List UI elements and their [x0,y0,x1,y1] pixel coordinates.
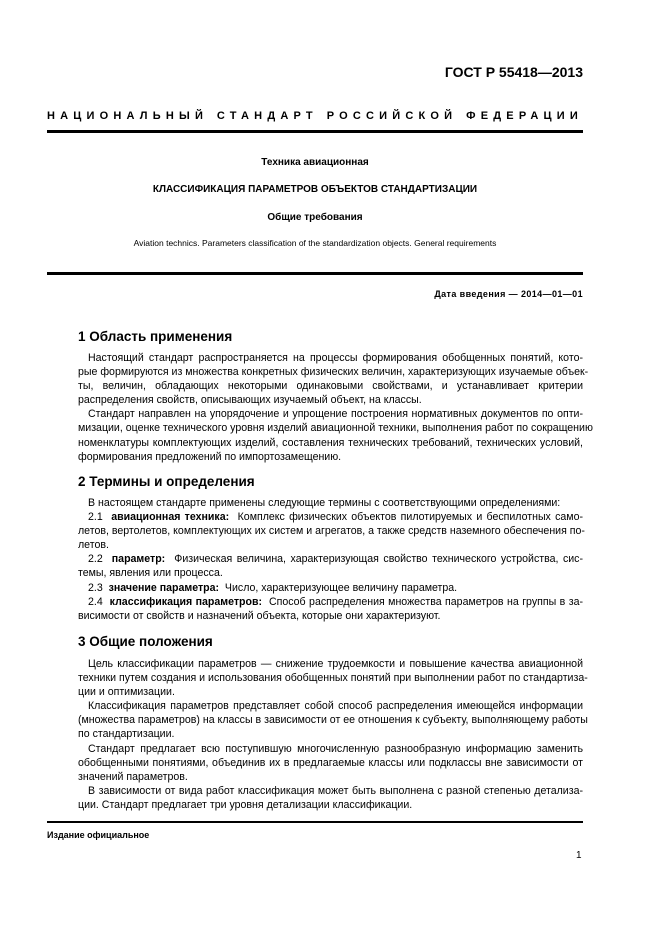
text-line: ции и оптимизации. [78,686,175,699]
title-divider [47,272,583,275]
text-line: мизации, оценке технического уровня изделий авиационной техники, выполнения работ по сокращению [78,422,593,435]
section-1-heading: 1 Область применения [78,329,233,344]
text-line: Стандарт предлагает всю поступившую многочисленную разнообразную информацию заменить [88,742,583,755]
text-line: техники путем создания и использования обобщенных понятий при выполнении работ по стандартиза- [78,672,588,685]
text-line: Классификация параметров представляет собой способ распределения имеющейся информации [88,700,583,713]
text-line: по стандартизации. [78,728,175,741]
definition-2-3: 2.3 значение параметра: Число, характеризующее величину параметра. [88,581,458,594]
section-1-body [78,351,593,464]
text-line: Цель классификации параметров — снижение трудоемкости и повышение качества авиационной [88,658,583,670]
section-3-body [78,657,588,812]
text-line: ты, величин, обладающих некоторыми одинаковыми свойствами, и устанавливает критерии [78,380,583,393]
text-line: летов. [78,539,109,552]
text-line: обобщенными понятиями, объединив их в предлагаемые классы или подклассы вне зависимости от [78,756,583,769]
text-line: висимости от свойств и назначений объекта, которые они характеризуют. [78,609,441,622]
top-divider [47,130,583,133]
text-line: Настоящий стандарт распространяется на процессы формирования обобщенных понятий, кото- [88,352,583,364]
title-line-3: Общие требования [267,212,363,223]
definition-2-4: 2.4 классификация параметров: Способ распределения множества параметров на группы в за- [88,595,584,608]
page-number: 1 [576,850,582,861]
text-line: В настоящем стандарте применены следующие термины с соответствующими определениями: [88,497,561,509]
standard-code: ГОСТ Р 55418—2013 [444,64,583,80]
title-line-2: КЛАССИФИКАЦИЯ ПАРАМЕТРОВ ОБЪЕКТОВ СТАНДАРТИЗАЦИИ [152,184,478,195]
title-line-1: Техника авиационная [261,157,369,168]
national-standard-banner: НАЦИОНАЛЬНЫЙ СТАНДАРТ РОССИЙСКОЙ ФЕДЕРАЦИИ [47,110,583,122]
text-line: темы, явления или процесса. [78,567,223,580]
text-line: значений параметров. [78,770,188,783]
section-2-heading: 2 Термины и определения [78,474,255,489]
definition-2-1: 2.1 авиационная техника: Комплекс физических объектов пилотируемых и беспилотных само- [88,511,583,524]
definition-2-2: 2.2 параметр: Физическая величина, характеризующая свойство технического устройства, сис- [88,553,584,566]
english-title: Aviation technics. Parameters classification of the standardization objects. General requirements [133,238,497,248]
section-2-body [78,496,583,623]
text-line: Стандарт направлен на упорядочение и упрощение построения нормативных документов по опти- [88,408,583,421]
text-line: (множества параметров) на классы в зависимости от ее отношения к субъекту, выполняющему работы [78,714,588,727]
footer-divider [47,821,583,823]
effective-date: Дата введения — 2014—01—01 [434,289,583,299]
text-line: номенклатуры комплектующих изделий, составления технических требований, технических условий, [78,436,583,449]
text-line: рые формируются из множества конкретных физических величин, характеризующих изучаемые объек- [78,366,589,379]
text-line: В зависимости от вида работ классификация может быть выполнена с разной степенью детализа- [88,784,583,797]
text-line: ции. Стандарт предлагает три уровня детализации классификации. [78,798,413,811]
text-line: формирования предложений по импортозамещению. [78,450,342,463]
official-edition-label: Издание официальное [47,830,150,840]
text-line: летов, вертолетов, комплектующих их систем и агрегатов, а также средств наземного обеспечения по- [78,525,585,538]
section-3-heading: 3 Общие положения [78,634,213,649]
text-line: распределения свойств, описывающих изучаемый объект, на классы. [78,394,422,407]
